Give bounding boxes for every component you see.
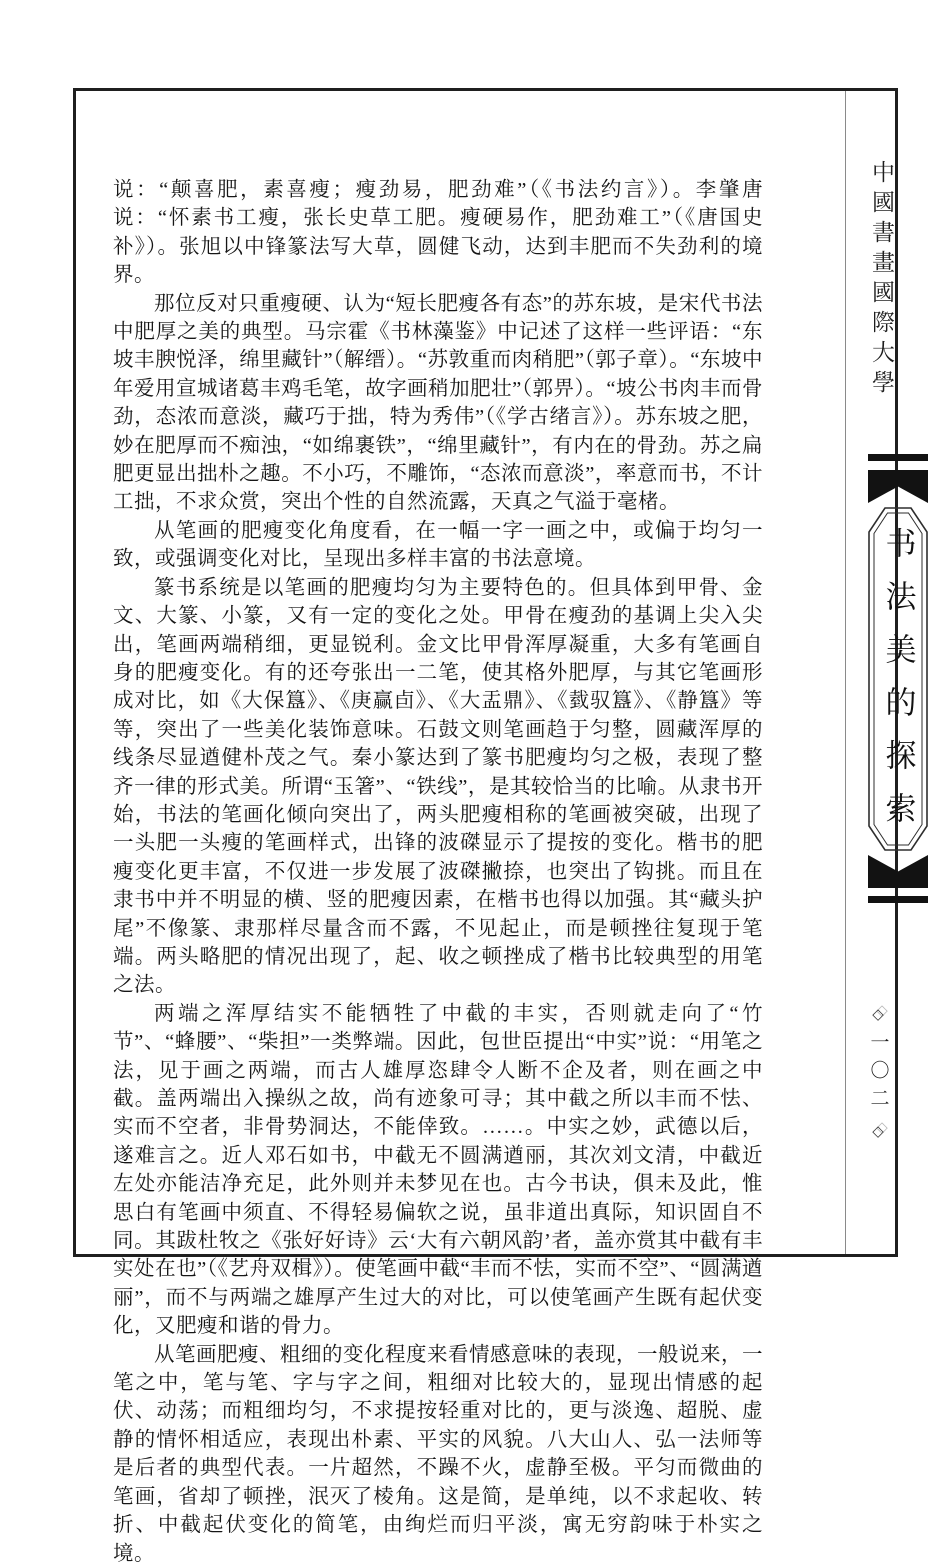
book-title-vertical-text: 书法美的探索 <box>880 527 916 845</box>
ornament-bar-top <box>868 454 928 461</box>
diamond-ornament-icon: ◇ <box>872 1124 884 1140</box>
paragraph: 从笔画肥瘦、粗细的变化程度来看情感意味的表现，一般说来，一笔之中，笔与笔、字与字之间，粗细对比较大的，显现出情感的起伏、动荡；而粗细均匀，不求提按轻重对比的，更与淡逸、超脱、虚静的情怀相适应，表现出朴素、平实的风貌。八大山人、弘一法师等是后者的典型代表。一片超然，不躁不火，虚静至极。平匀而微曲的笔画，省却了顿挫，泯灭了棱角。这是简，是单纯，以不求起收、转折、中截起伏变化的简笔，由绚烂而归平淡，寓无穷韵味于朴实之境。 <box>113 1343 763 1565</box>
paragraph: 说：“颠喜肥，素喜瘦；瘦劲易，肥劲难”（《书法约言》）。李肇唐说：“怀素书工瘦，张长史草工肥。瘦硬易作，肥劲难工”（《唐国史补》）。张旭以中锋篆法写大草，圆健飞动，达到丰肥而不失劲利的境界。 <box>113 179 763 287</box>
book-title-ornament <box>868 454 928 903</box>
paragraph: 篆书系统是以笔画的肥瘦均匀为主要特色的。但具体到甲骨、金文、大篆、小篆，又有一定的变化之处。甲骨在瘦劲的基调上尖入尖出，笔画两端稍细，更显锐利。金文比甲骨浑厚凝重，大多有笔画自身的肥瘦变化。有的还夸张出一二笔，使其格外肥厚，与其它笔画形成对比，如《大保簋》、《庚赢卣》、《大盂鼎》、《臷驭簋》、《静簋》等等，突出了一些美化装饰意味。石鼓文则笔画趋于匀整，圆藏浑厚的线条尽显遒健朴茂之气。秦小篆达到了篆书肥瘦均匀之极，表现了整齐一律的形式美。所谓“玉箸”、“铁线”，是其较恰当的比喻。从隶书开始，书法的笔画化倾向突出了，两头肥瘦相称的笔画被突破，出现了一头肥一头瘦的笔画样式，出锋的波磔显示了提按的变化。楷书的肥瘦变化更丰富，不仅进一步发展了波磔撇捺，也突出了钩挑。而且在隶书中并不明显的横、竖的肥瘦因素，在楷书也得以加强。其“藏头护尾”不像篆、隶那样尽量含而不露，不见起止，而是顿挫往复现于笔端。两头略肥的情况出现了，起、收之顿挫成了楷书比较典型的用笔之法。 <box>113 576 763 997</box>
book-title-box <box>868 507 928 851</box>
page-number: 一〇二 <box>867 1032 889 1116</box>
ornament-ribbon-top <box>868 470 928 503</box>
paragraph: 两端之浑厚结实不能牺牲了中截的丰实，否则就走向了“竹节”、“蜂腰”、“柴担”一类弊端。因此，包世臣提出“中实”说：“用笔之法，见于画之两端，而古人雄厚恣肆令人断不企及者，则在画之中截。盖两端出入操纵之故，尚有迹象可寻；其中截之所以丰而不怯、实而不空者，非骨势洞达，不能倖致。……。中实之妙，武德以后，遂难言之。近人邓石如书，中截无不圆满遒丽，其次刘文清，中截近左处亦能洁净充足，此外则并未梦见在也。古今书诀，俱未及此，惟思白有笔画中须直、不得轻易偏软之说，虽非道出真际，知识固自不同。其跋杜牧之《张好好诗》云‘大有六朝风韵’者，盖亦赏其中截有丰实处在也”（《艺舟双楫》）。使笔画中截“丰而不怯，实而不空”、“圆满遒丽”，而不与两端之雄厚产生过大的对比，可以使笔画产生既有起伏变化，又肥瘦和谐的骨力。 <box>113 1002 763 1338</box>
body-text <box>113 176 763 1568</box>
diamond-ornament-icon: ◇ <box>872 1007 884 1023</box>
sidebar-divider <box>845 91 846 1254</box>
ornament-ribbon-bottom <box>868 855 928 888</box>
institution-vertical-text: 中國書畫國際大學 <box>869 160 894 400</box>
paragraph: 从笔画的肥瘦变化角度看，在一幅一字一画之中，或偏于均匀一致，或强调变化对比，呈现出多样丰富的书法意境。 <box>113 519 763 571</box>
ornament-bar-bottom <box>868 896 928 903</box>
page-number-group <box>858 1008 898 1140</box>
paragraph: 那位反对只重瘦硬、认为“短长肥瘦各有态”的苏东坡，是宋代书法中肥厚之美的典型。马宗霍《书林藻鉴》中记述了这样一些评语：“东坡丰腴悦泽，绵里藏针”（解缙）。“苏敦重而肉稍肥”（郭子章）。“东坡中年爱用宣城诸葛丰鸡毛笔，故字画稍加肥壮”（郭畀）。“坡公书肉丰而骨劲，态浓而意淡，藏巧于拙，特为秀伟”（《学古绪言》）。苏东坡之肥，妙在肥厚而不痴浊，“如绵裹铁”，“绵里藏针”，有内在的骨劲。苏之扁肥更显出拙朴之趣。不小巧，不雕饰，“态浓而意淡”，率意而书，不计工拙，不求众赏，突出个性的自然流露，天真之气溢于毫楮。 <box>113 292 763 514</box>
